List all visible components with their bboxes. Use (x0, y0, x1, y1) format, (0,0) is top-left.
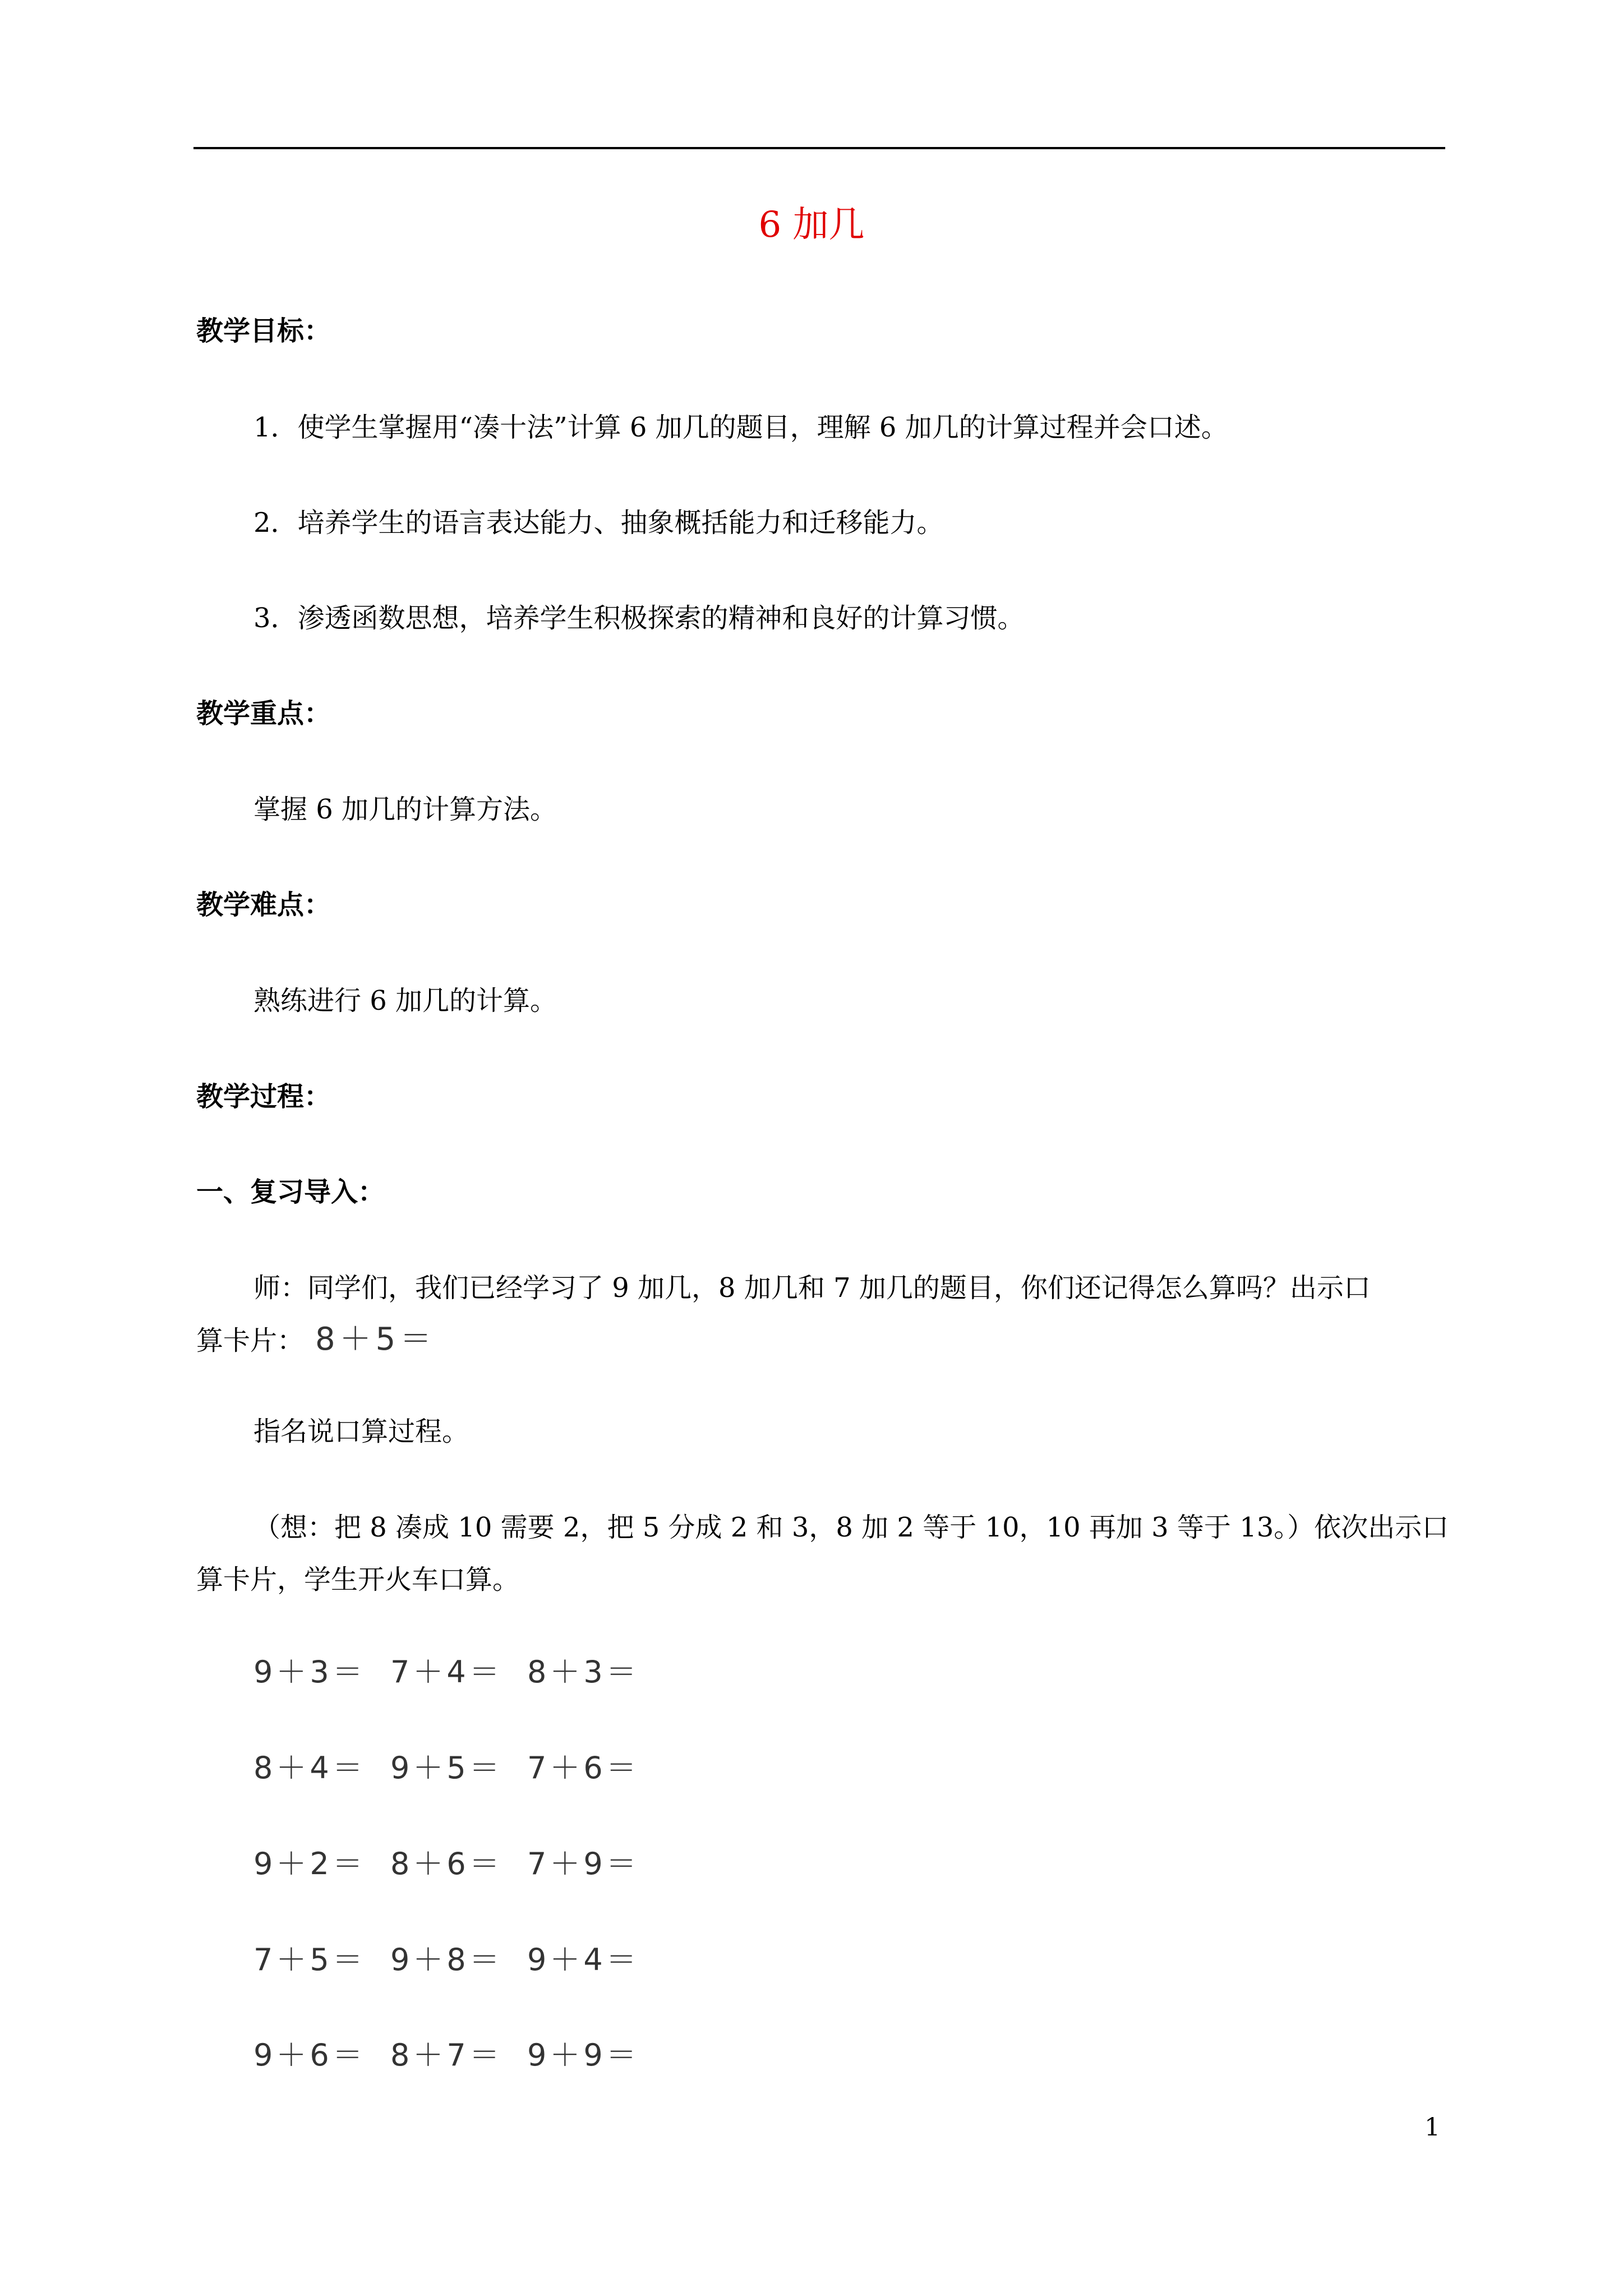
page-number: 1 (1424, 2113, 1440, 2142)
exercise-item: 8＋3＝ (527, 1654, 640, 1690)
section1-heading: 一、复习导入： (196, 1176, 385, 1208)
exercise-item: 8＋6＝ (390, 1846, 503, 1881)
key-point-text: 掌握 6 加几的计算方法。 (253, 794, 557, 825)
objective-item: 2．培养学生的语言表达能力、抽象概括能力和迁移能力。 (253, 507, 944, 539)
exercise-item: 8＋7＝ (390, 2037, 503, 2073)
exercise-item: 7＋4＝ (390, 1654, 503, 1690)
objective-item: 3．渗透函数思想，培养学生积极探索的精神和良好的计算习惯。 (253, 602, 1025, 634)
header-rule (193, 147, 1445, 149)
teacher-line-text: 算卡片： (196, 1325, 305, 1356)
key-point-heading: 教学重点： (196, 698, 331, 729)
objectives-heading: 教学目标： (196, 315, 331, 347)
exercise-item: 7＋6＝ (527, 1750, 640, 1786)
exercise-item: 9＋9＝ (527, 2037, 640, 2073)
difficulty-text: 熟练进行 6 加几的计算。 (253, 985, 557, 1016)
think-line: （想：把 8 凑成 10 需要 2，把 5 分成 2 和 3，8 加 2 等于 10，10 再加 3 等于 13。）依次出示口 (253, 1512, 1449, 1543)
exercise-item: 9＋3＝ (253, 1654, 366, 1690)
exercise-item: 7＋5＝ (253, 1942, 366, 1977)
exercise-item: 9＋5＝ (390, 1750, 503, 1786)
exercise-item: 9＋2＝ (253, 1846, 366, 1881)
exercise-item: 9＋6＝ (253, 2037, 366, 2073)
teacher-line-cont (196, 1323, 436, 1358)
page-title: 6 加几 (758, 204, 865, 246)
objective-item: 1．使学生掌握用“凑十法”计算 6 加几的题目，理解 6 加几的计算过程并会口述。 (253, 412, 1228, 443)
exercise-item: 9＋4＝ (527, 1942, 640, 1977)
exercise-item: 9＋8＝ (390, 1942, 503, 1977)
process-heading: 教学过程： (196, 1081, 331, 1112)
teacher-line: 师：同学们，我们已经学习了 9 加几，8 加几和 7 加几的题目，你们还记得怎么算吗？出示口 (253, 1272, 1371, 1304)
instruction-text: 指名说口算过程。 (253, 1416, 469, 1447)
exercise-item: 7＋9＝ (527, 1846, 640, 1881)
think-line-cont: 算卡片，学生开火车口算。 (196, 1564, 520, 1595)
oral-card: 8＋5＝ (315, 1321, 436, 1358)
exercise-item: 8＋4＝ (253, 1750, 366, 1786)
difficulty-heading: 教学难点： (196, 889, 331, 921)
